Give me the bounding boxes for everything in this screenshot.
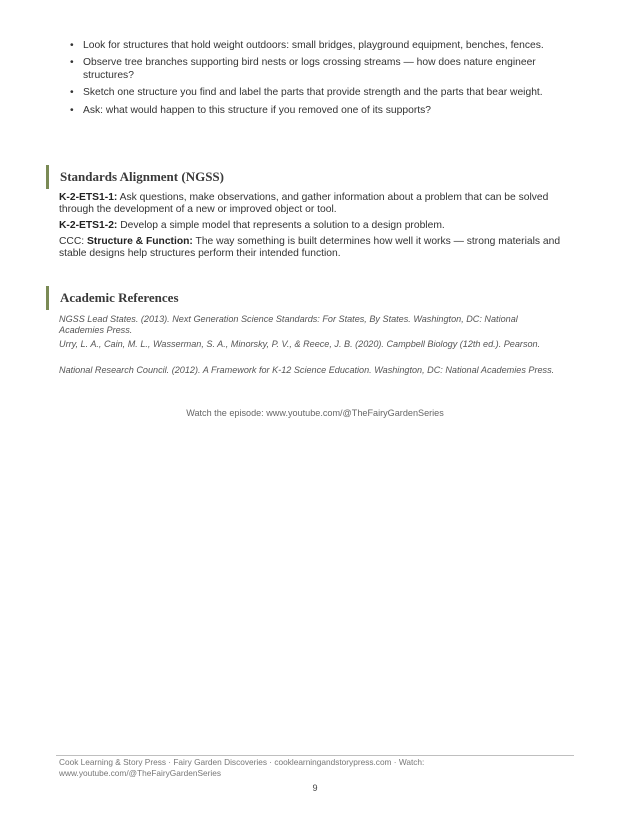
watch-episode-line: Watch the episode: www.youtube.com/@TheFairyGardenSeries <box>186 408 444 418</box>
page-number: 9 <box>312 783 318 793</box>
activity-text: Observe tree branches supporting bird nests or logs crossing streams — how does nature engineer structures? <box>83 57 536 81</box>
standard-code: Structure & Function: <box>87 236 193 247</box>
standard-item <box>59 220 574 232</box>
standard-code: K-2-ETS1-2: <box>59 220 118 231</box>
list-item <box>70 87 560 99</box>
bullet-icon: • <box>70 57 74 69</box>
standard-code: K-2-ETS1-1: <box>59 192 118 203</box>
reference-item: Urry, L. A., Cain, M. L., Wasserman, S. A., Minorsky, P. V., & Reece, J. B. (2020). Campbell Biology (12th ed.). Pearson. <box>59 339 541 349</box>
standard-item <box>59 192 574 217</box>
footer-divider <box>56 755 574 756</box>
standard-text: Ask questions, make observations, and gather information about a problem that can be solved through the development of a new or improved object or tool. <box>59 192 549 216</box>
list-item <box>70 40 560 52</box>
activity-text: Look for structures that hold weight outdoors: small bridges, playground equipment, benches, fences. <box>83 40 544 51</box>
reference-item: National Research Council. (2012). A Framework for K-12 Science Education. Washington, DC: National Academies Press. <box>59 365 555 375</box>
standards-heading: Standards Alignment (NGSS) <box>46 165 580 189</box>
reference-item: NGSS Lead States. (2013). Next Generation Science Standards: For States, By States. Washington, DC: National Academies Press. <box>59 314 518 335</box>
standard-item <box>59 236 574 261</box>
bullet-icon: • <box>70 87 74 99</box>
standard-text: Develop a simple model that represents a solution to a design problem. <box>117 220 445 231</box>
standard-text: The way something is built determines how well it works — strong materials and stable designs help structures perform their intended function. <box>59 236 561 260</box>
activity-text: Ask: what would happen to this structure if you removed one of its supports? <box>83 104 431 116</box>
bullet-icon: • <box>70 40 74 51</box>
activity-text: Sketch one structure you find and label the parts that provide strength and the parts that bear weight. <box>83 87 543 99</box>
footer-text: Cook Learning & Story Press · Fairy Garden Discoveries · cooklearningandstorypress.com · Watch: www.youtube.com/@TheFairyGardenSeries <box>59 757 425 778</box>
standard-prefix: CCC: <box>59 236 88 247</box>
references-heading: Academic References <box>46 286 580 310</box>
bullet-icon: • <box>70 104 74 116</box>
list-item <box>70 57 560 82</box>
activity-list <box>70 40 560 122</box>
list-item <box>70 105 560 117</box>
